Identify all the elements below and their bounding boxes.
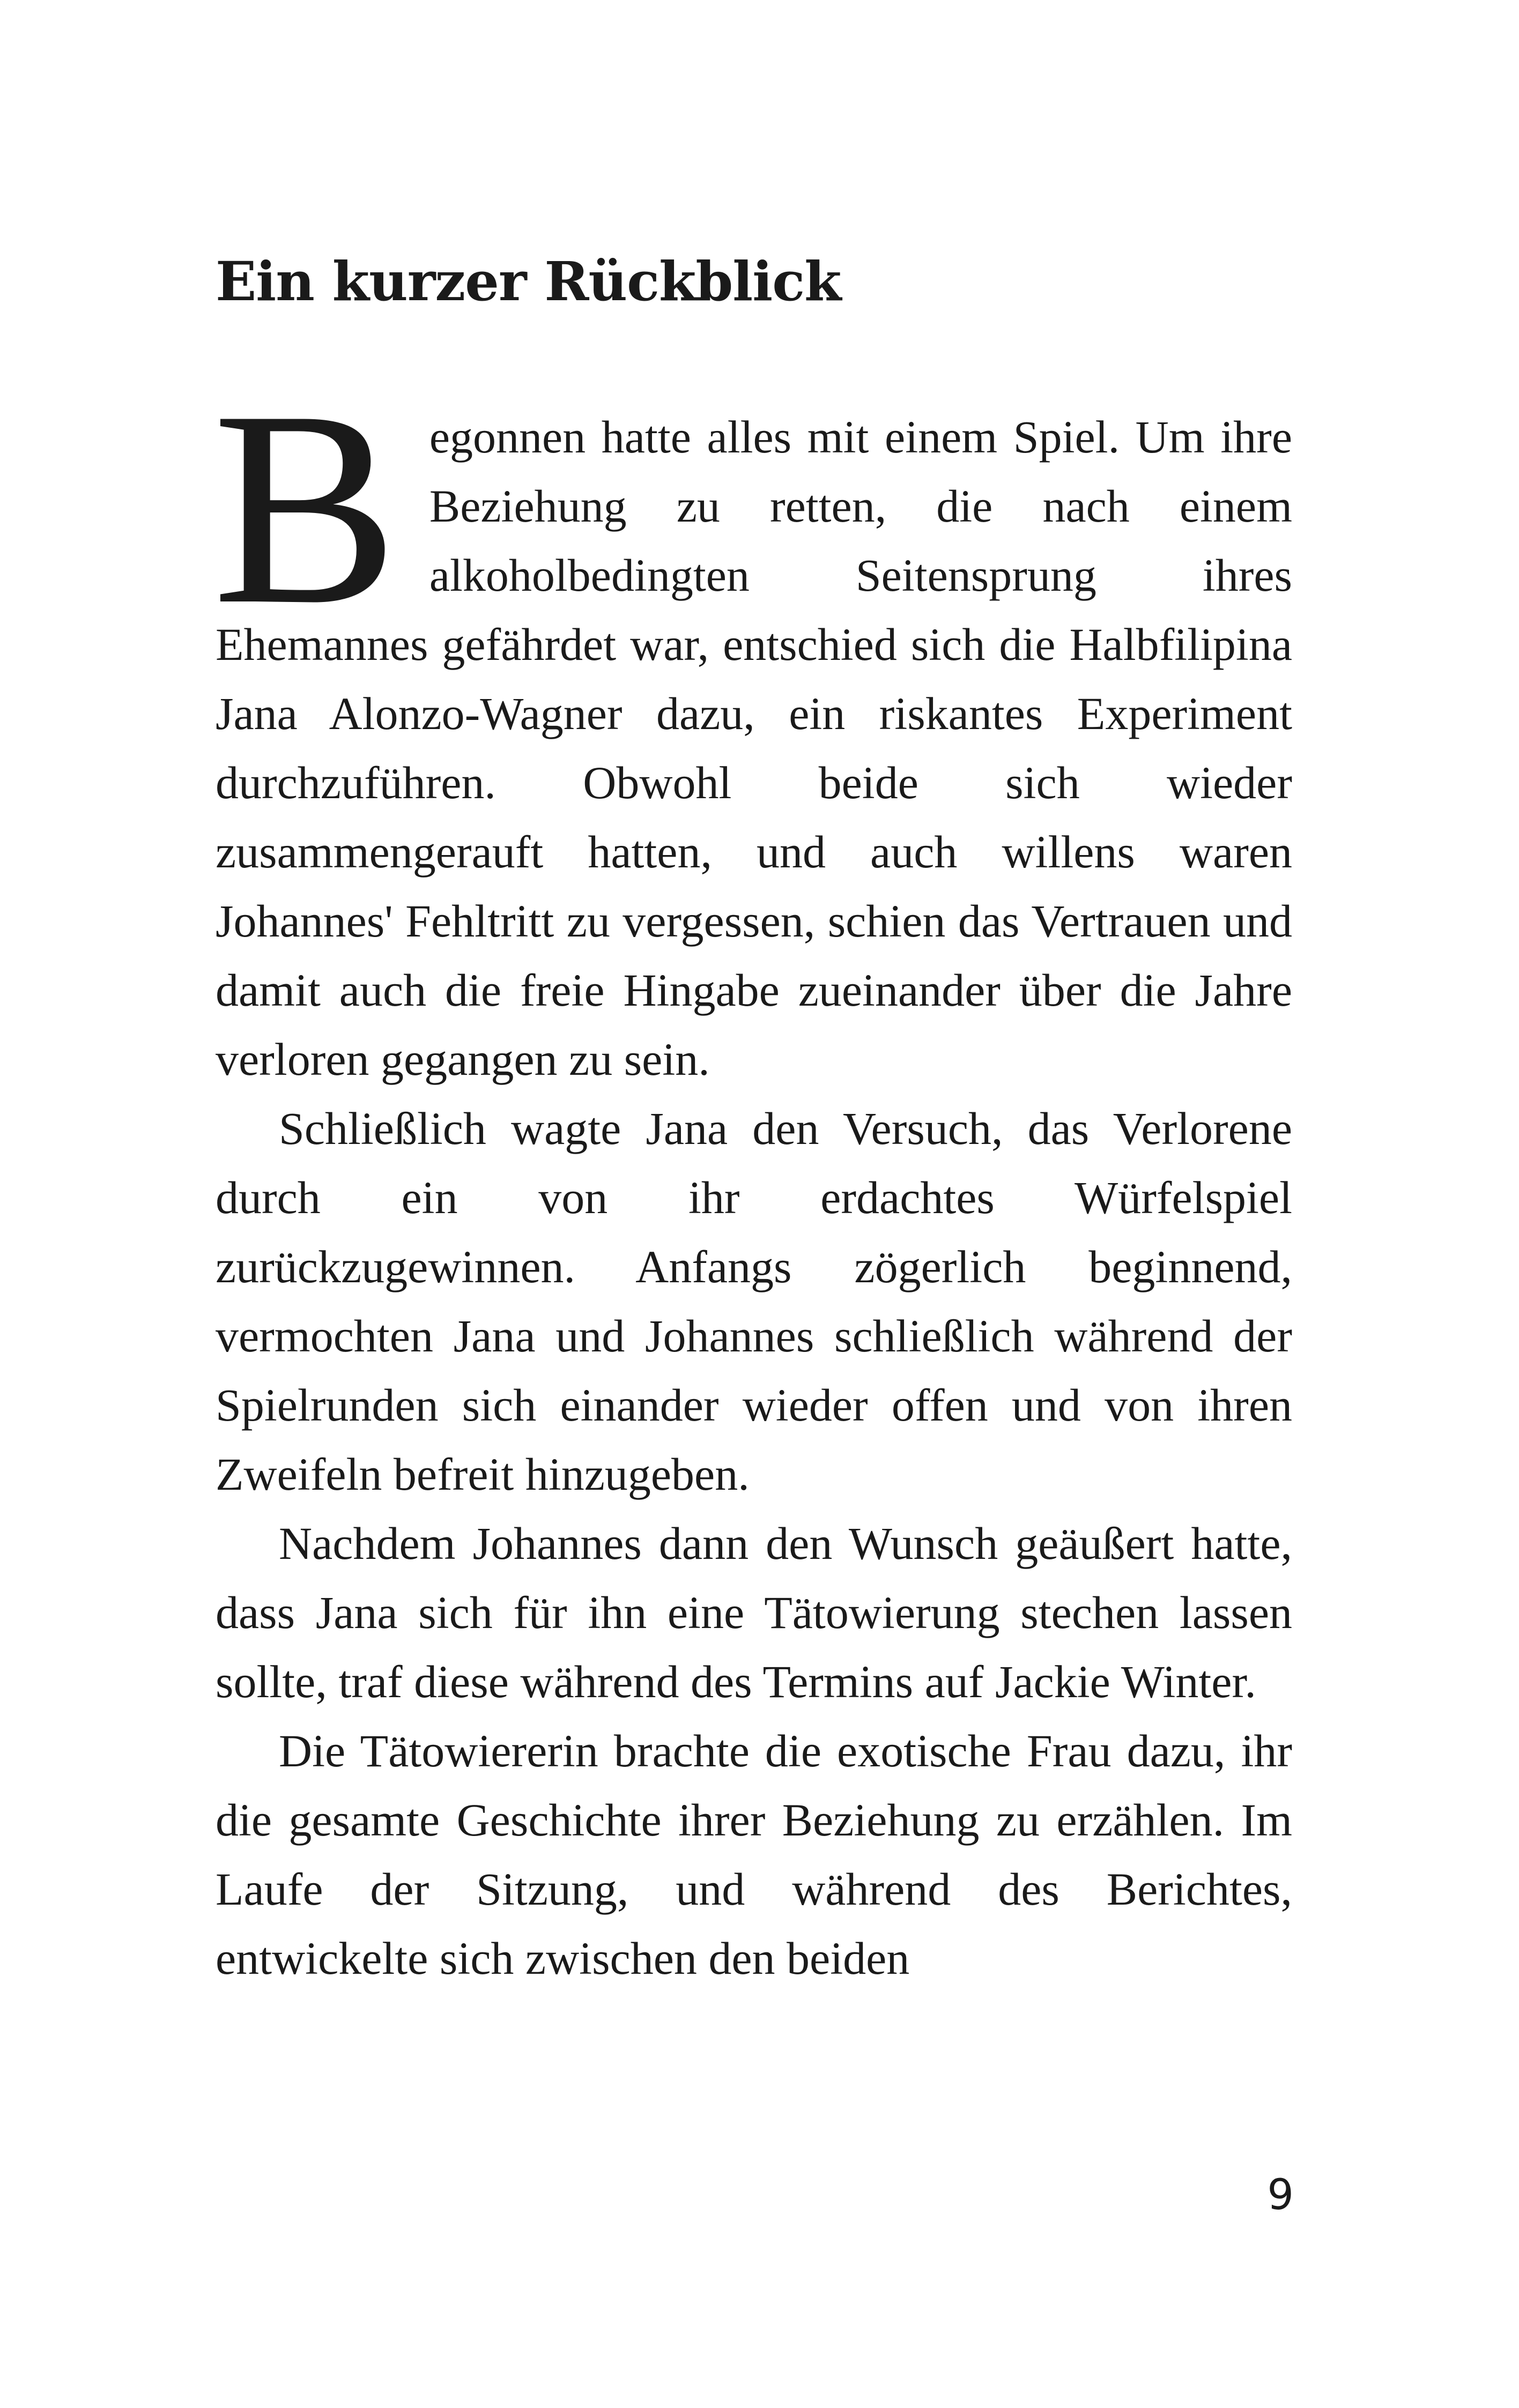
body-text [212,354,1292,1993]
page-number: 9 [1267,2171,1294,2219]
paragraph-1 [212,354,1292,1094]
drop-cap: B [212,354,398,662]
paragraph-3: Nachdem Johannes dann den Wunsch geäußert hatte, dass Jana sich für ihn eine Tätowierung stechen lassen sollte, traf diese während des Termins auf Jackie Winter. [216,1518,1292,1707]
paragraph-2: Schließlich wagte Jana den Versuch, das Verlorene durch ein von ihr erdachtes Würfelspiel zurückzugewinnen. Anfangs zögerlich beginnend, vermochten Jana und Johannes schließlich während der Spielrunden sich einander wieder offen und von ihren Zweifeln befreit hinzugeben. [216,1103,1292,1500]
paragraph-4: Die Tätowiererin brachte die exotische Frau dazu, ihr die gesamte Geschichte ihrer Beziehung zu erzählen. Im Laufe der Sitzung, und während des Berichtes, entwickelte sich zwischen den beiden [216,1725,1292,1984]
paragraph-1-text: egonnen hatte alles mit einem Spiel. Um ihre Beziehung zu retten, die nach einem alkoholbedingten Seitensprung ihres Ehemannes gefährdet war, entschied sich die Halbfilipina Jana Alonzo-Wagner dazu, ein riskantes Experiment durchzuführen. Obwohl beide sich wieder zusammengerauft hatten, und auch willens waren Johannes' Fehltritt zu vergessen, schien das Vertrauen und damit auch die freie Hingabe zueinander über die Jahre verloren gegangen zu sein. [216,411,1292,1085]
chapter-heading: Ein kurzer Rückblick [216,250,841,313]
